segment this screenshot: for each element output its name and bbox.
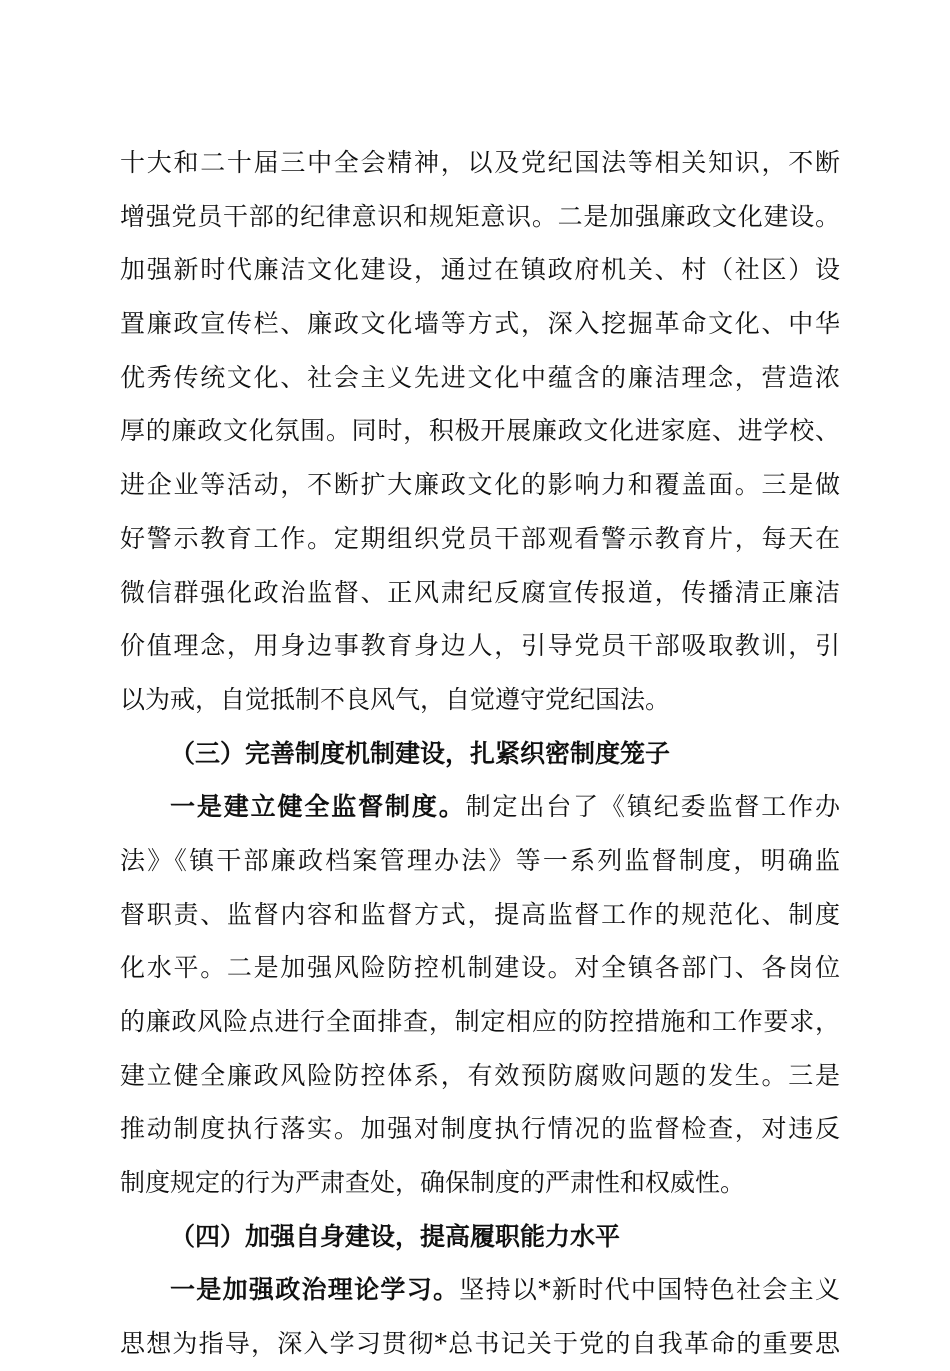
paragraph-line: 的廉政风险点进行全面排查，制定相应的防控措施和工作要求， [120, 1007, 840, 1036]
section3-lead: 一是建立健全监督制度。 [170, 792, 466, 822]
paragraph-line: 好警示教育工作。定期组织党员干部观看警示教育片，每天在 [120, 523, 840, 553]
section-heading-3: （三）完善制度机制建设，扎紧织密制度笼子 [170, 738, 671, 768]
paragraph-line: 建立健全廉政风险防控体系，有效预防腐败问题的发生。三是 [120, 1060, 840, 1090]
paragraph-line: 加强新时代廉洁文化建设，通过在镇政府机关、村（社区）设 [120, 255, 840, 285]
paragraph-line: 置廉政宣传栏、廉政文化墙等方式，深入挖掘革命文化、中华 [120, 309, 840, 339]
paragraph-line: 推动制度执行落实。加强对制度执行情况的监督检查，对违反 [120, 1114, 840, 1144]
document-body [120, 136, 840, 1371]
paragraph-line: 十大和二十届三中全会精神，以及党纪国法等相关知识，不断 [120, 148, 840, 177]
section3-first-rest: 制定出台了《镇纪委监督工作办 [465, 792, 840, 822]
paragraph-line: 增强党员干部的纪律意识和规矩意识。二是加强廉政文化建设。 [120, 201, 840, 231]
paragraph-line: 法》《镇干部廉政档案管理办法》等一系列监督制度，明确监 [120, 845, 840, 875]
paragraph-line: 制度规定的行为严肃查处，确保制度的严肃性和权威性。 [120, 1168, 746, 1198]
paragraph-line: 督职责、监督内容和监督方式，提高监督工作的规范化、制度 [120, 899, 840, 929]
paragraph-line: 厚的廉政文化氛围。同时，积极开展廉政文化进家庭、进学校、 [120, 416, 840, 446]
paragraph-line: 微信群强化政治监督、正风肃纪反腐宣传报道，传播清正廉洁 [120, 577, 840, 607]
paragraph-line: 优秀传统文化、社会主义先进文化中蕴含的廉洁理念，营造浓 [120, 362, 840, 392]
section4-lead: 一是加强政治理论学习。 [170, 1275, 460, 1305]
paragraph-line: 化水平。二是加强风险防控机制建设。对全镇各部门、各岗位 [120, 953, 840, 983]
section4-first-rest: 坚持以*新时代中国特色社会主义 [459, 1275, 840, 1305]
section3-first-line [120, 780, 840, 834]
paragraph-line: 价值理念，用身边事教育身边人，引导党员干部吸取教训，引 [120, 631, 840, 661]
paragraph-line: 进企业等活动，不断扩大廉政文化的影响力和覆盖面。三是做 [120, 470, 840, 500]
section-heading-4: （四）加强自身建设，提高履职能力水平 [170, 1221, 621, 1251]
paragraph-line: 思想为指导，深入学习贯彻*总书记关于党的自我革命的重要思 [120, 1329, 840, 1359]
paragraph-line: 以为戒，自觉抵制不良风气，自觉遵守党纪国法。 [120, 684, 671, 714]
section4-first-line [120, 1263, 840, 1317]
